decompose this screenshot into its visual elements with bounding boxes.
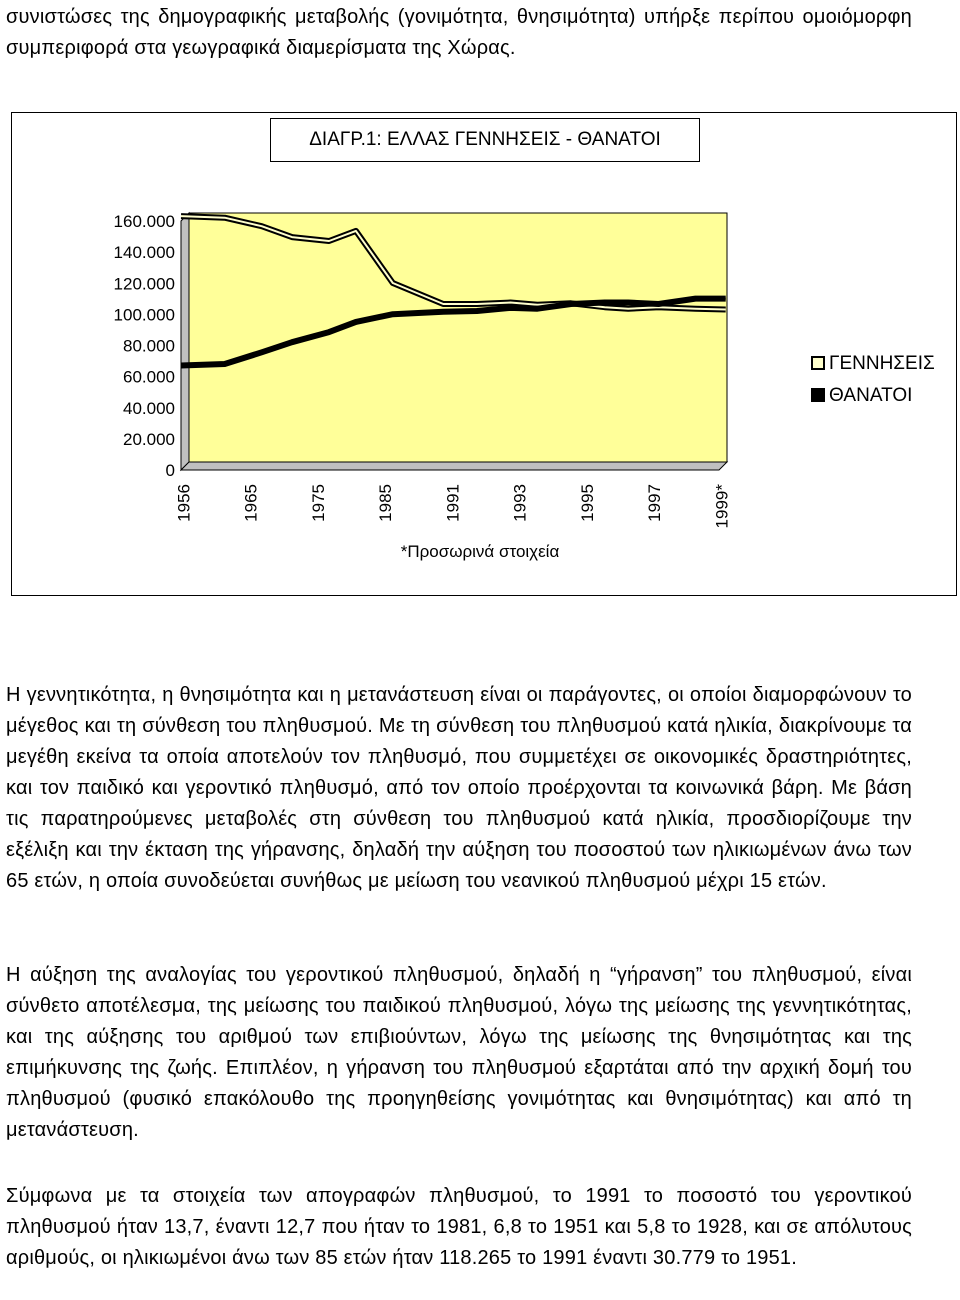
paragraph-2: Η αύξηση της αναλογίας του γεροντικού πληθυσμού, δηλαδή η “γήρανση” του πληθυσμού, είναι σύνθετο αποτέλεσμα, της μείωσης του παιδικού πληθυσμού, λόγω της μείωσης της γεννητικότητας, και της αύξησης του αριθμού των επιβιούντων, λόγω της μείωσης της θνησιμότητας και της επιμήκυνσης της ζωής. Επιπλέον, η γήρανση του πληθυσμού εξαρτάται από την αρχική δομή του πληθυσμού (φυσικό επακόλουθο της προηγηθείσης γονιμότητας και θνησιμότητας) και από τη μετανάστευση. — [6, 964, 912, 1141]
chart-side-wall — [181, 213, 189, 470]
paragraph-1: Η γεννητικότητα, η θνησιμότητα και η μετανάστευση είναι οι παράγοντες, οι οποίοι διαμορφώνουν το μέγεθος και τη σύνθεση του πληθυσμού. Με τη σύνθεση του πληθυσμού κατά ηλικία, διακρίνουμε τα μεγέθη εκείνα τα οποία αποτελούν τον πληθυσμό, που συμμετέχει σε οικονομικές δραστηριότητες, και τον παιδικό και γεροντικό πληθυσμό, από τον οποίο προέρχονται τα κοινωνικά βάρη. Με βάση τις παρατηρούμενες μεταβολές στη σύνθεση του πληθυσμού κατά ηλικία, προσδιορίζουμε την εξέλιξη και την έκταση της γήρανσης, δηλαδή την αύξηση του ποσοστού των ηλικιωμένων άνω των 65 ετών, η οποία συνοδεύεται συνήθως με μείωση του νεανικού πληθυσμού μέχρι 15 ετών. — [6, 684, 912, 892]
x-tick-label: 1991 — [443, 484, 463, 522]
legend-label-births: ΓΕΝΝΗΣΕΙΣ — [829, 353, 935, 374]
y-tick-label: 40.000 — [123, 398, 175, 418]
x-tick-label: 1965 — [241, 484, 261, 522]
x-tick-label: 1985 — [376, 484, 396, 522]
chart-floor — [181, 462, 727, 470]
x-tick-label: 1997 — [645, 484, 665, 522]
y-tick-label: 120.000 — [113, 274, 175, 294]
y-tick-label: 60.000 — [123, 367, 175, 387]
x-tick-label: 1995 — [577, 484, 597, 522]
intro-paragraph: συνιστώσες της δημογραφικής μεταβολής (γονιμότητα, θνησιμότητα) υπήρξε περίπου ομοιόμορφη συμπεριφορά στα γεωγραφικά διαμερίσματα της Χώρας. — [6, 6, 912, 59]
chart-footnote: *Προσωρινά στοιχεία — [400, 542, 560, 561]
y-tick-label: 80.000 — [123, 336, 175, 356]
x-tick-label: 1975 — [308, 484, 328, 522]
y-tick-label: 160.000 — [113, 212, 175, 231]
y-tick-label: 140.000 — [113, 243, 175, 263]
legend-item-deaths — [811, 384, 912, 408]
legend-swatch-deaths — [811, 388, 825, 402]
chart-back-wall — [189, 213, 727, 462]
y-tick-label: 20.000 — [123, 429, 175, 449]
legend-label-deaths: ΘΑΝΑΤΟΙ — [829, 385, 913, 406]
legend-item-births — [811, 352, 935, 376]
y-tick-label: 0 — [165, 461, 175, 480]
x-tick-label: 1993 — [510, 484, 530, 522]
paragraph-3: Σύμφωνα με τα στοιχεία των απογραφών πληθυσμού, το 1991 το ποσοστό του γεροντικού πληθυσμού ήταν 13,7, έναντι 12,7 που ήταν το 1981, 6,8 το 1951 και 5,8 το 1928, και σε απόλυτους αριθμούς, οι ηλικιωμένοι άνω των 85 ετών ήταν 118.265 το 1991 έναντι 30.779 το 1951. — [6, 1185, 912, 1269]
x-tick-label: 1956 — [174, 484, 194, 522]
y-tick-label: 100.000 — [113, 305, 175, 325]
chart-title: ΔΙΑΓΡ.1: ΕΛΛΑΣ ΓΕΝΝΗΣΕΙΣ - ΘΑΝΑΤΟΙ — [270, 118, 700, 162]
legend-swatch-births — [811, 356, 825, 370]
x-tick-label: 1999* — [712, 484, 732, 529]
